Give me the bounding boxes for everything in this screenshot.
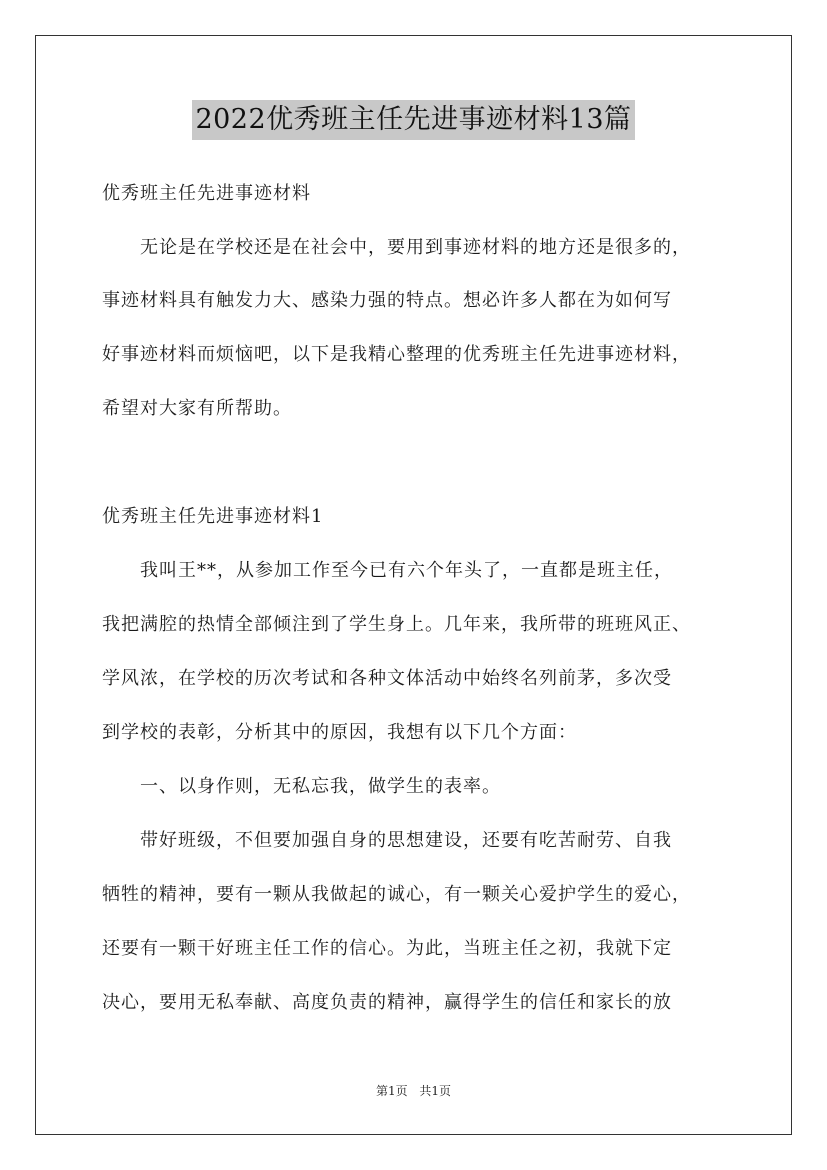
text-line: 希望对大家有所帮助。	[102, 398, 292, 419]
point-heading: 一、以身作则，无私忘我，做学生的表率。	[140, 776, 501, 797]
text-line: 还要有一颗干好班主任工作的信心。为此，当班主任之初，我就下定	[102, 938, 672, 959]
text-line: 牺牲的精神，要有一颗从我做起的诚心，有一颗关心爱护学生的爱心，	[102, 884, 691, 905]
page-total: 共1页	[419, 1084, 452, 1098]
section-heading: 优秀班主任先进事迹材料	[102, 183, 311, 204]
text-line: 我把满腔的热情全部倾注到了学生身上。几年来，我所带的班班风正、	[102, 614, 691, 635]
page-footer	[0, 1083, 827, 1099]
text-line: 到学校的表彰，分析其中的原因，我想有以下几个方面：	[102, 722, 577, 743]
title-container	[0, 100, 827, 140]
page-number: 第1页	[375, 1084, 408, 1098]
document-title: 2022优秀班主任先进事迹材料13篇	[192, 100, 634, 140]
text-line: 事迹材料具有触发力大、感染力强的特点。想必许多人都在为如何写	[102, 290, 672, 311]
text-line: 好事迹材料而烦恼吧，以下是我精心整理的优秀班主任先进事迹材料，	[102, 344, 691, 365]
text-line: 决心，要用无私奉献、高度负责的精神，赢得学生的信任和家长的放	[102, 992, 672, 1013]
text-line: 带好班级，不但要加强自身的思想建设，还要有吃苦耐劳、自我	[140, 830, 672, 851]
section-heading: 优秀班主任先进事迹材料1	[102, 506, 324, 527]
text-line: 学风浓，在学校的历次考试和各种文体活动中始终名列前茅，多次受	[102, 668, 672, 689]
text-line: 无论是在学校还是在社会中，要用到事迹材料的地方还是很多的，	[140, 237, 691, 258]
text-line: 我叫王**，从参加工作至今已有六个年头了，一直都是班主任，	[140, 560, 673, 581]
